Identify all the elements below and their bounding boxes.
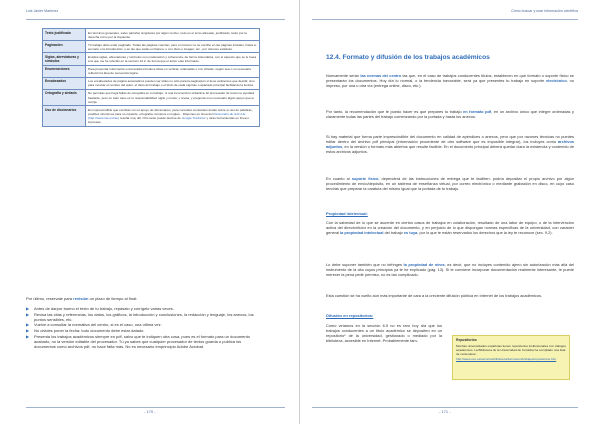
- list-item: [26, 334, 264, 350]
- desc-text: y otras herramientas en línea o impresas.: [88, 115, 250, 124]
- table-term: Texto justificado: [43, 29, 86, 41]
- paragraph-text: , por lo que te están reservados los derechos que la ley te reconoce (sec. 9.2).: [417, 230, 553, 236]
- table-term: Ortografía y sintaxis: [43, 89, 86, 105]
- table-term: Siglas, abreviaturas y símbolos: [43, 53, 86, 65]
- paragraph-text: , es decir, que no incluyes contenido ajeno sin autorización más allá del instrumento de la cita cuyos principios ya te he explicado (pág. 13). Si te conviene incorporar documentación realmente interesante, te puede merecer la pena pedir permiso, no es tan complicado.: [326, 262, 574, 278]
- paragraph-text: del trabajo: [383, 230, 404, 236]
- repositorios-link[interactable]: http://www.uco.es/servicios/biblioteca/formacion/trabajos/repositorios.htm: [456, 357, 557, 361]
- paragraph-bold: es tuya: [403, 230, 418, 236]
- rae-dictionary-link[interactable]: Diccionario de la R.A.E. (http://www.rae.es/rae): [88, 111, 247, 120]
- paragraph-bold: electrónico: [545, 78, 567, 84]
- list-item-text: Presenta los trabajos académicos siempre en pdf, salvo que te indiquen otra cosa, pues es el formato para un documento acabado, no la versión editable del procesador. Tú ya sabes que cualquier procesador de textos guarda o publica los documentos como archivos pdf, no hace falta más. No es necesario emprincipio Adobe Acrobat.: [34, 333, 250, 349]
- list-item: [26, 312, 264, 322]
- paragraph-text: , en la versión o formato más abiertos que resulte factible. En el documento principal deberá quedar clara la existencia y contenido de estos archivos adjuntos.: [326, 144, 574, 155]
- page-number-right: - 171 -: [439, 409, 451, 414]
- table-desc: Tú trabajo debe estar paginado. Todas las páginas cuentan, pero el número no se escribe en las páginas iniciales, hasta el sumario o la introducción; o en las que están en blanco; o con título o imagen; etc., por razones estéticas.: [86, 41, 260, 53]
- paragraph-soporte: [326, 176, 574, 191]
- paragraph-text: , dependerá de las instrucciones de entrega que te faciliten: podría depositar el propio archivo por algún procedimiento de envío/depósito, en un sistema de enseñanza virtual, por correo electrónico o mediante grabación en disco, en cuyo caso tendrás que preparar la carátula del mismo igual que la portada de tu trabajo.: [326, 176, 574, 192]
- subheading-text: Difusión en repositorios:: [326, 313, 374, 318]
- paragraph-bold: en formato pdf: [463, 109, 492, 114]
- arrow-bullet-icon: ▶: [26, 333, 30, 339]
- header-rule: [312, 19, 578, 20]
- paragraph-pdf: [326, 109, 574, 119]
- paragraph-bold: la propiedad de otros: [403, 262, 445, 267]
- footer-rule: [312, 407, 578, 408]
- running-head-left: Luis Javier Martínez: [26, 9, 59, 13]
- format-guidelines-table: [42, 28, 260, 127]
- arrow-bullet-icon: ▶: [26, 311, 30, 317]
- list-item: [26, 306, 264, 311]
- arrow-bullet-icon: ▶: [26, 306, 30, 311]
- table-desc: Para presentar información enumerada introduce listas en vertical, ordenadas o con viñetas, según sea o no necesaria reflexión la idea de secuencia lógica.: [86, 65, 260, 77]
- table-row: [43, 77, 260, 89]
- subheading-text: Propiedad intelectual:: [326, 211, 368, 216]
- paragraph-otros: [326, 262, 574, 277]
- paragraph-text: En cuanto al: [326, 176, 352, 181]
- table-desc: En términos generales, salvo párrafos singulares por algún motivo, todo es el texto alineado, justificado, tanto por la derecha como por la izquierda.: [86, 29, 260, 41]
- desc-text: resulta muy útil. Otro tanto puede decirse de: [119, 115, 182, 120]
- list-item: [26, 322, 264, 327]
- revision-list: [26, 306, 264, 350]
- paragraph-bold: soporte físico: [351, 176, 379, 181]
- paragraph-text: , no impreso, por una u otra vía (entrega online, disco, etc.).: [326, 78, 574, 89]
- table-desc: Los encabezados de página automáticos pueden ser útiles no sólo para la paginación si tiene ambientos que decidir, sino para mostrar el nombre del autor, el título del trabajo o el título de cada capítulo o apartado principal facilitando la lectura.: [86, 77, 260, 89]
- running-head-right: Cómo buscar y usar información científica: [511, 9, 578, 13]
- table-term: Encabezados: [43, 77, 86, 89]
- paragraph-repositorios: Como veíamos en la sección 6.5 no es raro hoy día que los trabajos conducentes a un título académico se depositen en un repositorio* de la universidad, gestionado o mediado por la biblioteca, accesible en Internet. Probablemente tam-: [326, 323, 442, 344]
- paragraph-bold: archivos adjuntos: [326, 139, 574, 150]
- google-translate-link[interactable]: Google Traductor: [181, 115, 206, 120]
- arrow-bullet-icon: ▶: [26, 322, 30, 328]
- paragraph-text: las que, en el caso de trabajos conducentes títulos, establecen en qué formato o soporte físico se presentarán los documentos. Hoy día lo normal, o la tendencia inexorable, será ya que presentes tu trabajo en soporte: [326, 73, 574, 84]
- list-item-text: Vuelve a consultar la normativa del centro, si es el caso, una última vez.: [34, 322, 162, 328]
- paragraph-anexos: [326, 134, 574, 154]
- list-item-text: Revisa las citas y referencias, los datos, los gráficos, la introducción y conclusiones, la redacción y lenguaje, los anexos, los puntos sensibles, etc.: [34, 311, 254, 322]
- list-item-text: Antes de darpor bueno el texto de tu trabajo, repásalo y corrígelo varias veces.: [34, 306, 174, 311]
- sidebox-text: Muchas universidades españolas tienen repositorios institucionales con trabajos académicos. La Biblioteca de la Universidad de Córdoba ha compilado una lista de centenares:: [456, 343, 566, 356]
- table-term: Paginación: [43, 41, 86, 53]
- table-row: [43, 89, 260, 105]
- desc-text: Es imprescindible que escribas con el apoyo de diccionarios, para consultar constantes dudas sobre el uso de palabras, posibles sinónimos para no repetirte, ortografía, términos en inglés... Dispones en línea del: [88, 107, 253, 116]
- paragraph-text: Nuevamente serán: [326, 73, 361, 78]
- paragraph-propiedad: [326, 220, 574, 235]
- paragraph-difusion: Esta cuestión se ha vuelto aún más importante de cara a la creciente difusión pública en Internet de los trabajos académicos.: [326, 293, 543, 298]
- footer-rule: [26, 407, 285, 408]
- intro-text: un plazo de tiempo al final:: [88, 296, 138, 301]
- right-page: [300, 0, 600, 424]
- paragraph-text: , en un archivo único que integre ordenadas y claramente todas las partes del trabajo comenzando por la portada y hasta los anexos.: [326, 109, 574, 120]
- paragraph-bold: la propiedad intelectual: [340, 230, 384, 236]
- header-rule: [26, 19, 285, 20]
- sidebox-title: Repositorios: [456, 338, 477, 342]
- table-row: [43, 106, 260, 126]
- paragraph-text: Por tanto, la recomendación que te puedo hacer es que prepares tu trabajo: [326, 109, 464, 114]
- section-title: 12.4. Formato y difusión de los trabajos académicos: [326, 54, 490, 61]
- subheading-propiedad: [326, 211, 368, 216]
- repositorios-sidebox: [452, 335, 570, 380]
- table-row: [43, 53, 260, 65]
- paragraph-normas: [326, 73, 574, 88]
- table-row: [43, 29, 260, 41]
- table-row: [43, 41, 260, 53]
- list-item-text: No olvides poner la fecha: todo documento debe estar datado.: [34, 327, 145, 333]
- page-number-left: - 170 -: [144, 409, 156, 414]
- table-row: [43, 65, 260, 77]
- paragraph-text: Lo debe suponer también que no infringes: [326, 262, 404, 267]
- list-item: [26, 328, 264, 333]
- table-desc: [86, 106, 260, 126]
- paragraph-text: Si hay material que forma parte imprescindible del documento en calidad de apéndices o anexos, pero que por razones técnicas no puedes editar dentro del archivo pdf principal (información procedente de otro software que es imposible integrar), los incluyes como: [326, 134, 574, 145]
- revision-intro: [26, 296, 264, 301]
- table-desc: No permitas que haya faltas de ortografía en tu trabajo, ni una incorrección sintáctica. El procesador de textos te ayudará bastante, pero en todo caso es tu responsabilidad: sigilo y revisa, y revisa, y pregunta si es necesario algún apoyo que te corrija.: [86, 89, 260, 105]
- paragraph-bold: las normas del centro: [360, 73, 402, 78]
- table-term: Uso de diccionarios: [43, 106, 86, 126]
- paragraph-text: Con la salvedad de lo que se acuerde en ciertos casos de trabajos en colaboración, resultado de una labor de equipo, o de la intervención activa del director/tutor en la creación del documento, y en perjuicio de lo que dispongan normas específicas de la universidad, con carácter general: [326, 220, 574, 236]
- arrow-bullet-icon: ▶: [26, 327, 30, 333]
- table-desc: Empléa siglas, abreviaturas y símbolos con moderación y coherencia, de forma sistemática, con el aspecto que se le fuera a la que me he referido en la sección 12.2. de forma que el lector esté informado.: [86, 53, 260, 65]
- intro-text: Por último, reservate para: [26, 296, 74, 301]
- table-term: Enumeraciones: [43, 65, 86, 77]
- intro-bold: revisión: [73, 296, 89, 301]
- subheading-repositorios: [326, 313, 373, 318]
